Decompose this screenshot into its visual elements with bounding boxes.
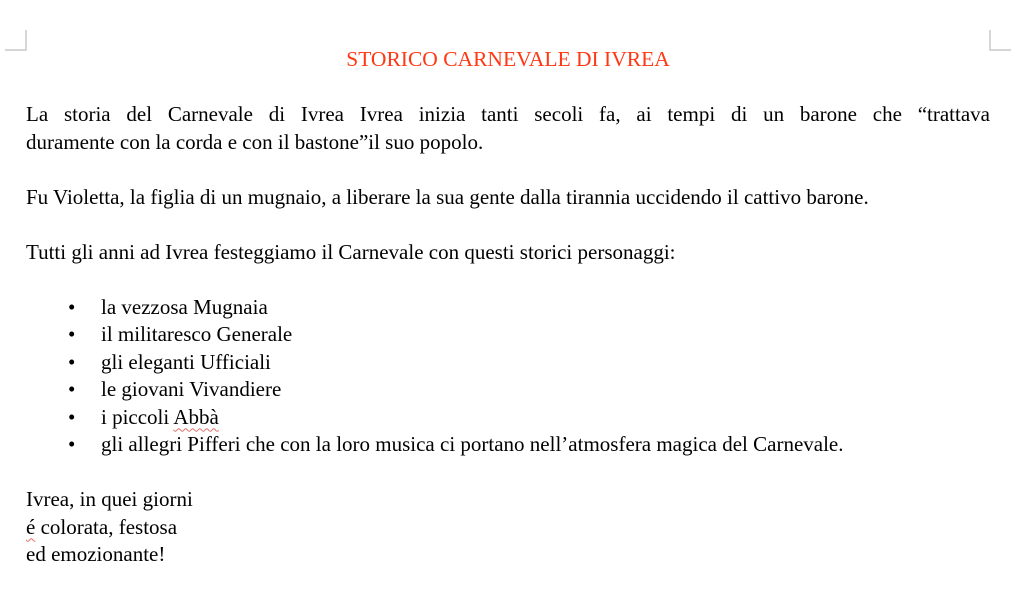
intro-paragraph-line2[interactable]: duramente con la corda e con il bastone”il suo popolo. bbox=[26, 129, 484, 154]
list-item-text[interactable] bbox=[101, 294, 990, 322]
list-item-text-main: la vezzosa Mugnaia bbox=[101, 294, 268, 319]
list-item-text-main: gli allegri Pifferi che con la loro musica ci portano nell’atmosfera magica del Carnevale. bbox=[101, 432, 844, 456]
bullet-marker-icon: • bbox=[68, 349, 76, 374]
bullet-marker-icon: • bbox=[68, 432, 76, 456]
list-item-text-main: il militaresco Generale bbox=[101, 322, 293, 346]
document-title[interactable]: STORICO CARNEVALE DI IVREA bbox=[346, 47, 670, 71]
closing-lines bbox=[26, 486, 990, 569]
list-item[interactable] bbox=[26, 349, 990, 377]
bullet-marker-icon: • bbox=[68, 294, 76, 319]
list-item-text[interactable] bbox=[101, 376, 990, 404]
bullet-list bbox=[26, 294, 990, 459]
list-item[interactable] bbox=[26, 321, 990, 349]
misspelled-word: Abbà bbox=[173, 404, 219, 429]
bullet-marker-icon: • bbox=[68, 322, 76, 346]
list-item-text-main: gli eleganti Ufficiali bbox=[101, 349, 271, 374]
text-boundary-corner-top-right bbox=[989, 30, 1011, 51]
list-item-text[interactable] bbox=[101, 404, 990, 432]
closing-line-2[interactable] bbox=[26, 514, 990, 542]
festeggiamo-paragraph[interactable]: Tutti gli anni ad Ivrea festeggiamo il Carnevale con questi storici personaggi: bbox=[26, 239, 676, 264]
bullet-marker-icon: • bbox=[68, 404, 76, 429]
list-item-text[interactable] bbox=[101, 349, 990, 377]
violetta-paragraph[interactable]: Fu Violetta, la figlia di un mugnaio, a liberare la sua gente dalla tirannia uccidendo il cattivo barone. bbox=[26, 184, 869, 209]
list-item-text-main: le giovani Vivandiere bbox=[101, 377, 282, 401]
intro-paragraph-line1[interactable]: La storia del Carnevale di Ivrea Ivrea inizia tanti secoli fa, ai tempi di un barone che “trattava bbox=[26, 102, 990, 126]
closing-line-2-rest: colorata, festosa bbox=[35, 514, 178, 539]
list-item[interactable] bbox=[26, 376, 990, 404]
list-item-text[interactable] bbox=[101, 431, 990, 459]
list-item[interactable] bbox=[26, 431, 990, 459]
misspelled-word: é bbox=[26, 514, 36, 539]
list-item-text-main: i piccoli bbox=[101, 404, 174, 429]
bullet-marker-icon: • bbox=[68, 377, 76, 401]
list-item-text[interactable] bbox=[101, 321, 990, 349]
closing-line-1[interactable]: Ivrea, in quei giorni bbox=[26, 487, 193, 511]
text-boundary-corner-top-left bbox=[5, 30, 27, 51]
list-item[interactable] bbox=[26, 404, 990, 432]
list-item[interactable] bbox=[26, 294, 990, 322]
closing-line-3[interactable]: ed emozionante! bbox=[26, 542, 166, 566]
